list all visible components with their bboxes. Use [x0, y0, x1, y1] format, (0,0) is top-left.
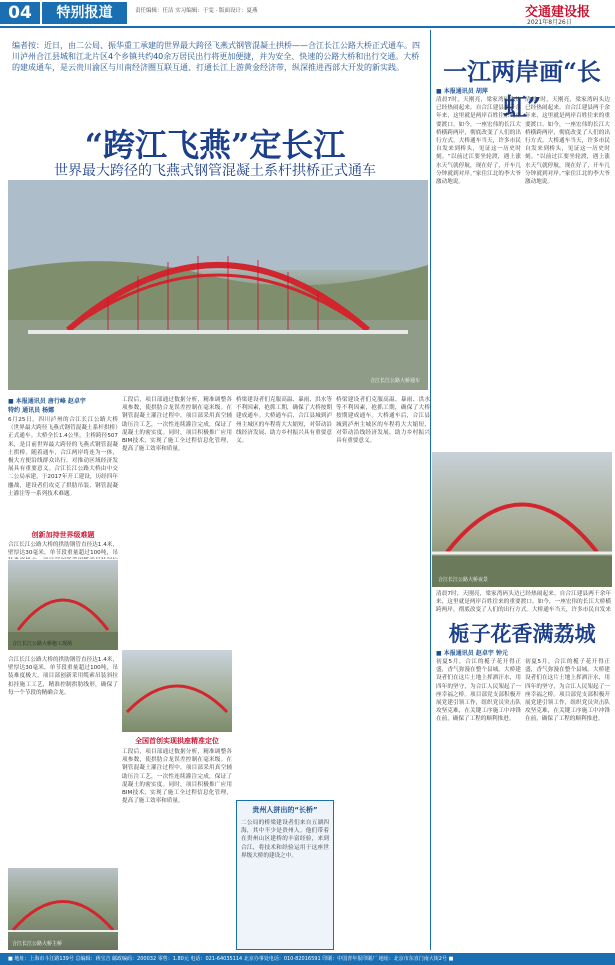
right2-byline: ■ 本报通讯员 赵卓宇 钟元 — [436, 650, 508, 657]
footer: ■ 地址：上海市斗江路139号 总编辑：蒋宝吉 邮政编码：200032 零售：1.80元 电话：021-64035114 北京办事处电话：010-82016591 印刷：中国青年报印刷厂 地址：北京市东直门南大街2号 ■ — [0, 953, 615, 965]
article1-body: 6月25日，四川泸州的合江长江公路大桥（世界最大跨径飞燕式钢管混凝土系杆拱桥）正式通车。大桥全长1.4公里，主桥跨径507米，是目前世界最大跨径的飞燕式钢管混凝土拱桥。随着通车，合江两岸将连为一体，极大方便沿线群众出行，对推动区域经济发展具有重要意义。合江长江公路大桥由中交二公局承建，于2017年开工建设，历经四年鏖战，建设者们攻克了拱肋吊装、钢管混凝土灌注等一系列技术难题。 — [8, 417, 118, 497]
article1-subhead: 创新加持世界级难题 — [31, 531, 95, 539]
bridge-photo-right — [432, 452, 612, 587]
bridge-photo-main — [8, 180, 428, 390]
main-subheadline: 世界最大跨径的飞燕式钢管混凝土系杆拱桥正式通车 — [54, 163, 376, 179]
right1-body-col2: 清晨7时，天刚亮，梁家湾码头边已经热闹起来。自合江建县两千余年来，这里就是两岸百姓往来的重要渡口。如今，一座宏伟的长江大桥横跨两岸，彻底改变了人们的出行方式。大桥通车当天，许多市民自发来到桥头，见证这一历史时刻。“以前过江要坐轮渡，遇上涨水天气就停航，现在好了，开车几分钟就到对岸。”家住江北的李大爷激动地说。 — [525, 97, 610, 186]
column-divider — [430, 30, 431, 950]
arch-photo — [122, 650, 232, 732]
editor-note: 编者按：近日，由二公局、振华重工承建的世界最大跨径飞燕式钢管混凝土拱桥——合江长江公路大桥正式通车。四川泸州合江县城和江北片区4个乡镇共约40余万居民出行将更加便捷，并为安全、快速的公路大桥和出行交通。大桥的建成通车，是云贵川渝区与川南经济圈互联互通、打通长江上游黄金经济带，纵深推进西部大开发的新实践。 — [12, 41, 420, 72]
construction-photo — [8, 560, 118, 650]
photo-caption: 合江长江公路大桥主桥 — [12, 941, 63, 947]
right1-byline: ■ 本报通讯员 胡萍 — [436, 88, 488, 95]
article2-subhead: 全国首创实现拱座精准定位 — [135, 737, 219, 745]
right2-body-col2: 初夏5月，合江的栀子花开得正盛，香气弥漫在整个县城。大桥建设者们在这片土地上挥洒汗水，用四年的坚守，为合江人民架起了一座幸福之桥。项目部党支部积极开展党建引领工作，组织党员突击队攻坚克难，在关键工序施工中冲锋在前，确保了工程的顺利推进。 — [525, 659, 610, 723]
photo-caption: 合江长江公路大桥施工现场 — [12, 641, 73, 647]
article1-byline: ■ 本报通讯员 唐行峰 赵卓宇 — [8, 398, 86, 405]
issue-date: 2021年8月26日 — [527, 19, 572, 26]
page-number: 04 — [0, 2, 40, 24]
main-headline: “跨江飞燕”定长江 — [84, 126, 346, 164]
article2-body: 工段后，项目部通过数据分析，精准调整各项参数，使拱肋合龙误差控制在毫米级。在钢管混凝土灌注过程中，项目部采用真空辅助压注工艺，一次性连续灌注完成，保证了混凝土的密实度。同时，项目积极推广应用BIM技术，实现了施工全过程信息化管理，提高了施工效率和质量。 — [122, 397, 232, 453]
right2-body-col1: 初夏5月，合江的栀子花开得正盛，香气弥漫在整个县城。大桥建设者们在这片土地上挥洒汗水，用四年的坚守，为合江人民架起了一座幸福之桥。项目部党支部积极开展党建引领工作，组织党员突击队攻坚克难，在关键工序施工中冲锋在前，确保了工程的顺利推进。 — [436, 659, 521, 723]
article1-body2: 合江长江公路大桥的拱肋钢管直径达1.4米，壁厚达30毫米，单节段重量超过100吨，吊 — [8, 542, 118, 557]
article2-body-cont: 工段后，项目部通过数据分析，精准调整各项参数，使拱肋合龙误差控制在毫米级。在钢管混凝土灌注过程中，项目部采用真空辅助压注工艺，一次性连续灌注完成，保证了混凝土的密实度。同时，项目积极推广应用BIM技术，实现了施工全过程信息化管理，提高了施工效率和质量。 — [122, 749, 232, 805]
photo-caption: 合江长江公路大桥夜景 — [438, 577, 489, 583]
right1-body-col1: 清晨7时，天刚亮，梁家湾码头边已经热闹起来。自合江建县两千余年来，这里就是两岸百姓往来的重要渡口。如今，一座宏伟的长江大桥横跨两岸，彻底改变了人们的出行方式。大桥通车当天，许多市民自发来到桥头，见证这一历史时刻。“以前过江要坐轮渡，遇上涨水天气就停航，现在好了，开车几分钟就到对岸。”家住江北的李大爷激动地说。 — [436, 97, 521, 186]
bridge-photo-small — [8, 868, 118, 950]
article1-byline2: 特约 通讯员 杨娜 — [8, 407, 55, 414]
article1-body-cont: 合江长江公路大桥的拱肋钢管直径达1.4米，壁厚达30毫米，单节段重量超过100吨，吊装难度极大。项目部创新采用缆索吊装斜拉扣挂施工工艺，精准控制拱肋线形，确保了每一个节段的精确合龙。 — [8, 657, 118, 696]
article3-body: 桥梁建设者们克服高温、暴雨、洪水等不利因素，抢抓工期，确保了大桥按期建成通车。大桥通车后，合江县城到泸州主城区的车程将大大缩短，对带动沿线经济发展、助力乡村振兴具有重要意义。 — [236, 397, 332, 445]
sidebar-box — [236, 800, 334, 950]
right1-body-tail: 清晨7时，天刚亮，梁家湾码头边已经热闹起来。自合江建县两千余年来，这里就是两岸百姓往来的重要渡口。如今，一座宏伟的长江大桥横跨两岸，彻底改变了人们的出行方式。大桥通车当天，许多市民自发来 — [436, 591, 611, 614]
right-headline-1: 一江两岸画“长虹” — [443, 57, 601, 121]
editors-line: 责任编辑：任洁 实习编辑：于雯 · 版面设计：夏燕 — [135, 8, 258, 14]
photo-caption: 合江长江公路大桥通车 — [369, 378, 420, 384]
right-headline-2: 栀子花香满荔城 — [448, 621, 596, 646]
box-title: 贵州人拼出的“长桥” — [252, 806, 318, 814]
article4-body: 桥梁建设者们克服高温、暴雨、洪水等不利因素，抢抓工期，确保了大桥按期建成通车。大桥通车后，合江县城到泸州主城区的车程将大大缩短，对带动沿线经济发展、助力乡村振兴具有重要意义。 — [336, 397, 430, 445]
section-title: 特别报道 — [42, 2, 127, 24]
box-body: 二公局的桥梁建设者们来自五湖四海，其中不少是贵州人。他们带着在贵州山区建桥的丰富经验，来到合江，将技术和经验运用于这座世界级大桥的建设之中。 — [241, 820, 329, 859]
bridge-illustration — [8, 180, 428, 390]
masthead: 交通建设报 — [525, 5, 591, 20]
header-rule — [0, 26, 615, 28]
